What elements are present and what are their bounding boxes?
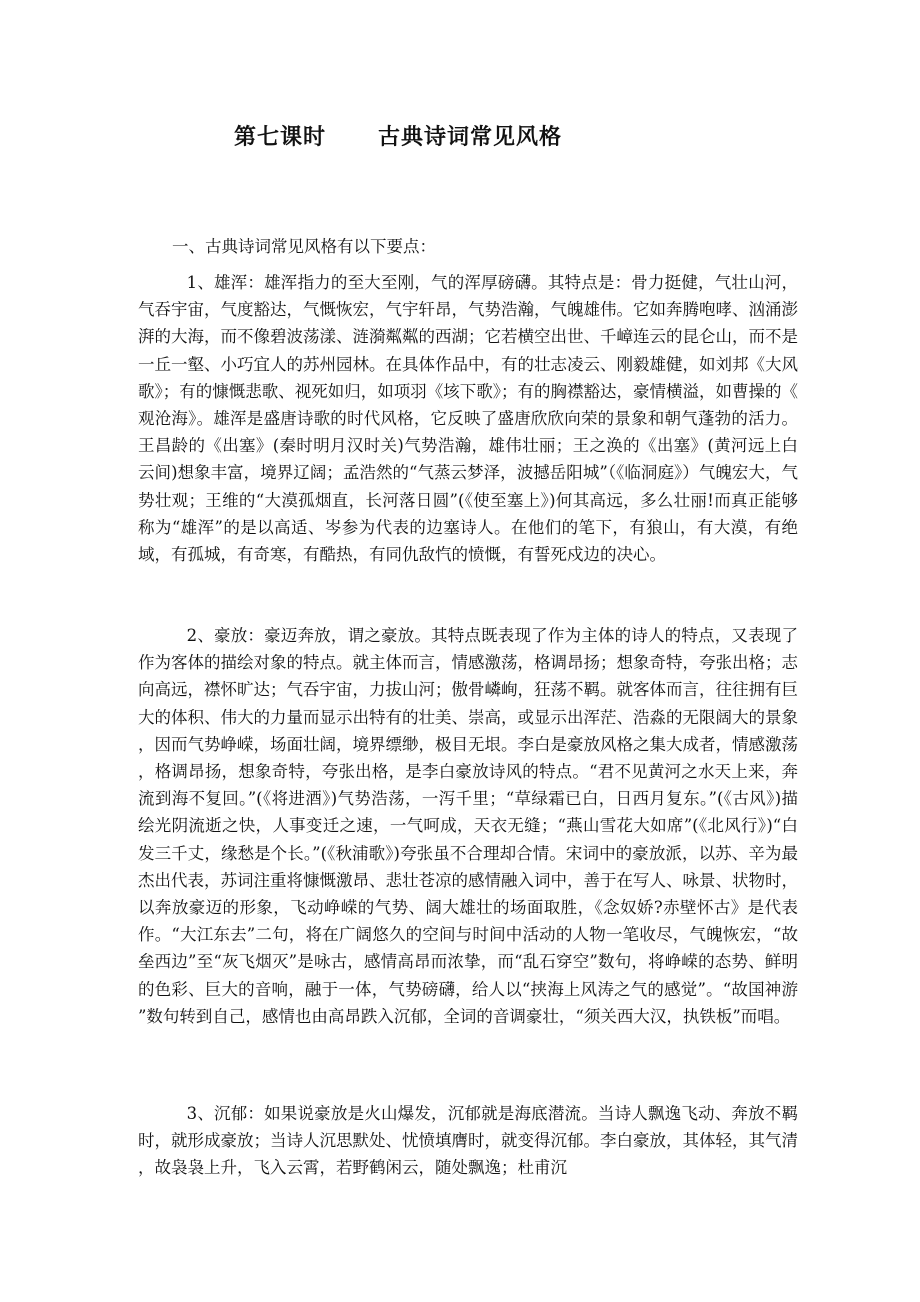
paragraph-haofang: 2、豪放：豪迈奔放，谓之豪放。其特点既表现了作为主体的诗人的特点，又表现了作为客体的描绘对象的特点。就主体而言，情感激荡，格调昂扬；想象奇特，夸张出格；志向高远，襟怀旷达；气吞宇宙，力拔山河；傲骨嶙峋，狂荡不羁。就客体而言，往往拥有巨大的体积、伟大的力量而显示出特有的壮美、崇高，或显示出浑茫、浩淼的无限阔大的景象，因而气势峥嵘，场面壮阔，境界缥缈，极目无垠。李白是豪放风格之集大成者，情感激荡，格调昂扬，想象奇特，夸张出格，是李白豪放诗风的特点。“君不见黄河之水天上来，奔流到海不复回。”(《将进酒》)气势浩荡，一泻千里；“草绿霜已白，日西月复东。”(《古风》)描绘光阴流逝之快，人事变迁之速，一气呵成，天衣无缝；“燕山雪花大如席”(《北风行》)“白发三千丈，缘愁是个长。”(《秋浦歌》)夸张虽不合理却合情。宋词中的豪放派，以苏、辛为最杰出代表，苏词注重将慷慨激昂、悲壮苍凉的感情融入词中，善于在写人、咏景、状物时，以奔放豪迈的形象，飞动峥嵘的气势、阔大雄壮的场面取胜，《念奴娇?赤壁怀古》是代表作。“大江东去”二句，将在广阔悠久的空间与时间中活动的人物一笔收尽，气魄恢宏，“故垒西边”至“灰飞烟灭”是咏古，感情高昂而浓挚，而“乱石穿空”数句，将峥嵘的态势、鲜明的色彩、巨大的音响，融于一体，气势磅礴，给人以“挟海上风涛之气的感觉”。“故国神游”数句转到自己，感情也由高昂跌入沉郁，全词的音调豪壮，“须关西大汉，执铁板”而唱。 bbox=[138, 626, 798, 1026]
paragraph-xionghun: 1、雄浑：雄浑指力的至大至刚，气的浑厚磅礴。其特点是：骨力挺健，气壮山河，气吞宇宙，气度豁达，气慨恢宏，气宇轩昂，气势浩瀚，气魄雄伟。它如奔腾咆哮、汹涌澎湃的大海，而不像碧波荡漾、涟漪粼粼的西湖；它若横空出世、千嶂连云的昆仑山，而不是一丘一壑、小巧宜人的苏州园林。在具体作品中，有的壮志凌云、刚毅雄健，如刘邦《大风歌》；有的慷慨悲歌、视死如归，如项羽《垓下歌》；有的胸襟豁达，豪情横溢，如曹操的《观沧海》。雄浑是盛唐诗歌的时代风格，它反映了盛唐欣欣向荣的景象和朝气蓬勃的活力。王昌龄的《出塞》(秦时明月汉时关)气势浩瀚，雄伟壮丽；王之涣的《出塞》(黄河远上白云间)想象丰富，境界辽阔；孟浩然的“气蒸云梦泽，波撼岳阳城”（《临洞庭》）气魄宏大，气势壮观；王维的“大漠孤烟直，长河落日圆”(《使至塞上》)何其高远，多么壮丽!而真正能够称为“雄浑”的是以高适、岑参为代表的边塞诗人。在他们的笔下，有狼山，有大漠，有绝域，有孤城，有奇寒，有酷热，有同仇敌忾的愤慨，有誓死戍边的决心。 bbox=[138, 273, 798, 565]
page-title: 第七课时 古典诗词常见风格 bbox=[234, 125, 562, 150]
paragraph-chenyu: 3、沉郁：如果说豪放是火山爆发，沉郁就是海底潜流。当诗人飘逸飞动、奔放不羁时，就形成豪放；当诗人沉思默处、忧愤填膺时，就变得沉郁。李白豪放，其体轻，其气清，故袅袅上升，飞入云霄，若野鹤闲云，随处飘逸；杜甫沉 bbox=[138, 1104, 798, 1178]
section-heading: 一、古典诗词常见风格有以下要点： bbox=[172, 237, 436, 256]
